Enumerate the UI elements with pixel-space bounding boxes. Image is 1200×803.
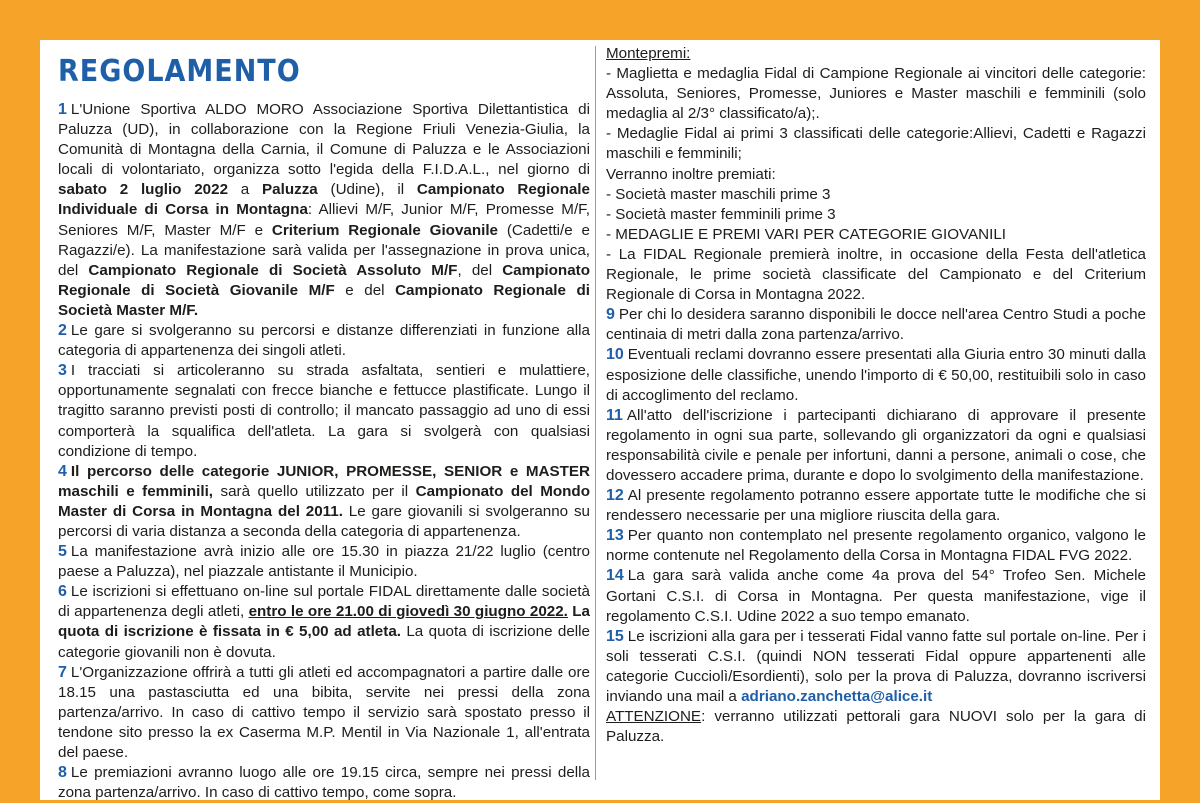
- article-3: 3 I tracciati si articoleranno su strada asfaltata, sentieri e mulattiere, opportunamente segnalati con frecce bianche e fettucce plastificate. Lungo il tragitto saranno previsti posti di controllo; il mancato passaggio ad uno di essi comporterà la squalifica dell'atleta. La gara si svolgerà con qualsiasi condizione di tempo.: [58, 362, 590, 460]
- prize-line: Verranno inoltre premiati:: [606, 165, 776, 183]
- article-14: 14 La gara sarà valida anche come 4a prova del 54° Trofeo Sen. Michele Gortani C.S.I. di Corsa in Montagna. Per questa manifestazione, vige il regolamento C.S.I. Udine 2022 a suo tempo emanato.: [606, 567, 1146, 625]
- prizes-section: [606, 44, 1146, 305]
- article-1: 1 L'Unione Sportiva ALDO MORO Associazione Sportiva Dilettantistica di Paluzza (UD), in collaborazione con la Regione Friuli Venezia-Giulia, la Comunità di Montagna della Carnia, il Comune di Paluzza e le Associazioni locali di volontariato, organizza sotto l'egida della F.I.D.A.L., nel giorno di sabato 2 luglio 2022 a Paluzza (Udine), il Campionato Regionale Individuale di Corsa in Montagna: Allievi M/F, Junior M/F, Promesse M/F, Seniores M/F, Master M/F e Criterium Regionale Giovanile (Cadetti/e e Ragazzi/e). La manifestazione sarà valida per l'assegnazione in prova unica, del Campionato Regionale di Società Assoluto M/F, del Campionato Regionale di Società Giovanile M/F e del Campionato Regionale di Società Master M/F.: [58, 101, 590, 319]
- article-10: 10 Eventuali reclami dovranno essere presentati alla Giuria entro 30 minuti dalla esposizione delle classifiche, unendo l'importo di € 50,00, restituibili solo in caso di accoglimento del reclamo.: [606, 346, 1146, 404]
- prize-line: - Società master femminili prime 3: [606, 205, 836, 223]
- prize-line: - Medaglie Fidal ai primi 3 classificati delle categorie:Allievi, Cadetti e Ragazzi maschili e femminili;: [606, 125, 1146, 163]
- article-number: 2: [58, 322, 67, 340]
- article-7: 7 L'Organizzazione offrirà a tutti gli atleti ed accompagnatori a partire dalle ore 18.15 una pastasciutta ed una bibita, servite nei pressi della zona partenza/arrivo. In caso di cattivo tempo il servizio sarà spostato presso il tendone sito presso la ex Caserma M.P. Mentil in Via Nazionale 1, all'entrata del paese.: [58, 663, 590, 761]
- article-13: 13 Per quanto non contemplato nel presente regolamento organico, valgono le norme contenute nel Regolamento della Corsa in Montagna FIDAL FVG 2022.: [606, 527, 1146, 565]
- registration-deadline: entro le ore 21.00 di giovedì 30 giugno 2022.: [248, 603, 568, 621]
- page-title: REGOLAMENTO: [58, 54, 301, 89]
- article-number: 9: [606, 306, 615, 324]
- article-number: 12: [606, 487, 624, 505]
- right-column: [606, 44, 1146, 800]
- attention-note: ATTENZIONE: verranno utilizzati pettorali gara NUOVI solo per la gara di Paluzza.: [606, 708, 1146, 746]
- article-number: 7: [58, 663, 67, 681]
- article-2: 2 Le gare si svolgeranno su percorsi e distanze differenziati in funzione alla categoria di appartenenza dei singoli atleti.: [58, 322, 590, 360]
- prize-line: - Maglietta e medaglia Fidal di Campione Regionale ai vincitori delle categorie: Assoluta, Seniores, Promesse, Juniores e Master maschili e femminili (solo medaglia al 2/3° classificato/a);.: [606, 65, 1146, 123]
- attention-label: ATTENZIONE: [606, 708, 702, 726]
- article-number: 10: [606, 346, 624, 364]
- article-6: 6 Le iscrizioni si effettuano on-line sul portale FIDAL direttamente dalle società di appartenenza degli atleti, entro le ore 21.00 di giovedì 30 giugno 2022. La quota di iscrizione è fissata in € 5,00 ad atleta. La quota di iscrizione delle categorie giovanili non è dovuta.: [58, 583, 590, 661]
- regulation-sheet: [40, 40, 1160, 800]
- article-number: 8: [58, 764, 67, 782]
- left-column: [58, 40, 590, 800]
- prize-line: - MEDAGLIE E PREMI VARI PER CATEGORIE GIOVANILI: [606, 225, 1007, 243]
- article-4: 4 Il percorso delle categorie JUNIOR, PROMESSE, SENIOR e MASTER maschili e femminili, sarà quello utilizzato per il Campionato del Mondo Master di Corsa in Montagna del 2011. Le gare giovanili si svolgeranno su percorsi di varia distanza a seconda della categoria di appartenenza.: [58, 462, 590, 540]
- prizes-heading: Montepremi:: [606, 45, 691, 62]
- prize-line: - La FIDAL Regionale premierà inoltre, in occasione della Festa dell'atletica Regionale, le prime società classificate del Campionato e del Criterium Regionale di Corsa in Montagna 2022.: [606, 245, 1146, 304]
- registration-fee: La quota di iscrizione è fissata in € 5,00 ad atleta.: [58, 603, 590, 641]
- article-number: 6: [58, 583, 67, 601]
- article-8: 8 Le premiazioni avranno luogo alle ore 19.15 circa, sempre nei pressi della zona partenza/arrivo. In caso di cattivo tempo, come sopra.: [58, 764, 590, 802]
- article-9: 9 Per chi lo desidera saranno disponibili le docce nell'area Centro Studi a poche centinaia di metri dalla zona partenza/arrivo.: [606, 306, 1146, 344]
- article-5: 5 La manifestazione avrà inizio alle ore 15.30 in piazza 21/22 luglio (centro paese a Paluzza), nel piazzale antistante il Municipio.: [58, 543, 590, 581]
- contact-email-link[interactable]: adriano.zanchetta@alice.it: [741, 688, 933, 705]
- column-divider: [595, 46, 596, 780]
- article-12: 12 Al presente regolamento potranno essere apportate tutte le modifiche che si rendessero necessarie per una migliore riuscita della gara.: [606, 487, 1146, 525]
- article-number: 11: [606, 406, 623, 424]
- article-number: 3: [58, 362, 67, 380]
- article-number: 5: [58, 543, 67, 561]
- article-number: 4: [58, 462, 67, 480]
- article-15: 15 Le iscrizioni alla gara per i tesserati Fidal vanno fatte sul portale on-line. Per i soli tesserati C.S.I. (quindi NON tesserati Fidal oppure appartenenti alle categorie Cucciolì/Esordienti), solo per la prova di Paluzza, dovranno iscriversi inviando una mail a adriano.zanchetta@alice.it: [606, 627, 1146, 705]
- article-11: 11 All'atto dell'iscrizione i partecipanti dichiarano di approvare il presente regolamento in ogni sua parte, sollevando gli organizzatori da ogni e qualsiasi responsabilità civile e penale per infortuni, danni a persone, animali o cose, che dovessero accadere prima, durante e dopo lo svolgimento della manifestazione.: [606, 406, 1146, 484]
- article-number: 13: [606, 527, 624, 545]
- prize-line: - Società master maschili prime 3: [606, 185, 831, 203]
- article-number: 1: [58, 101, 67, 118]
- article-number: 14: [606, 567, 624, 585]
- article-number: 15: [606, 627, 624, 645]
